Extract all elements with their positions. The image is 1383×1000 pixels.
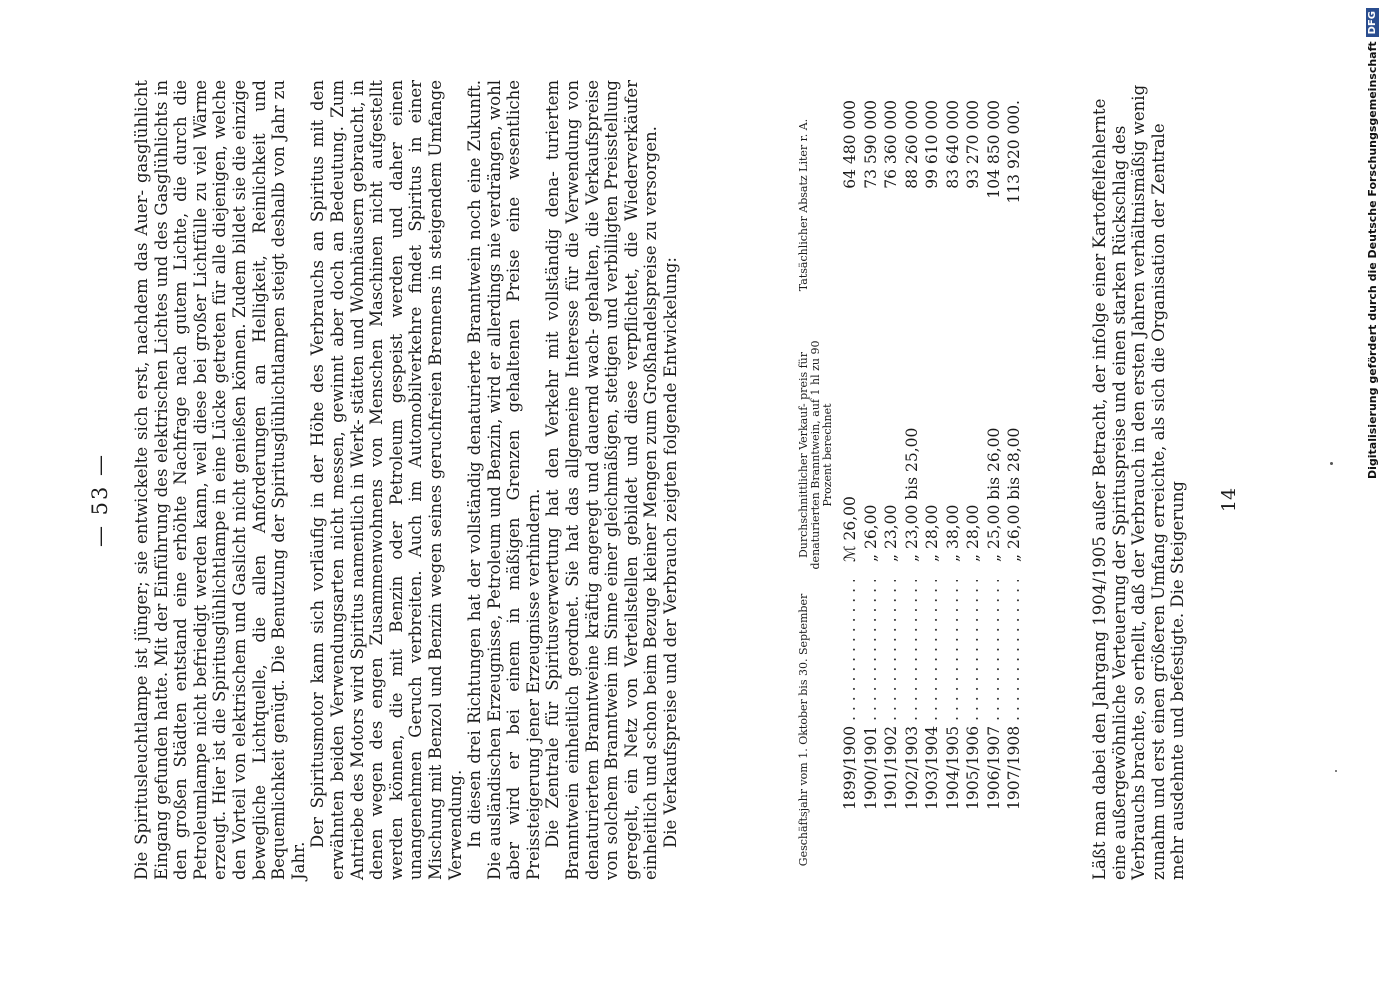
cell-sales: 93 270 000: [964, 100, 982, 189]
cell-year: 1901/1902 . . .: [881, 580, 902, 880]
table-body: [840, 80, 1025, 880]
cell-sales: 99 610 000: [923, 100, 941, 189]
cell-price: „ 26,00 bis 28,00: [1005, 427, 1023, 562]
table-row: [861, 80, 882, 880]
paragraph-3: In diesen drei Richtungen hat der vollständig denaturierte Branntwein noch eine Zukunft. Die ausländischen Erzeugnisse, Petroleum und Benzin, wird er allerdings nie verdrängen, wohl aber wird er bei einem in mäßigen Grenzen gehaltenen Preise eine wesentliche Preissteigerung jener Erzeugnisse verhindern.: [465, 80, 543, 880]
table-row: [943, 80, 964, 880]
dfg-logo: DFG: [1366, 8, 1379, 37]
cell-year: 1905/1906 . . .: [963, 580, 984, 880]
dfg-sidebar: [1362, 8, 1382, 998]
header-year: Geschäftsjahr vom 1. Oktober bis 30. September: [797, 593, 810, 867]
running-head: — 53 —: [88, 452, 112, 548]
cell-price: ℳ 26,00: [841, 496, 859, 562]
cell-year: 1899/1900 . . .: [840, 580, 861, 880]
table-row: [902, 80, 923, 880]
sales-table: [798, 80, 1025, 880]
cell-year: 1900/1901 . . .: [861, 580, 882, 880]
dfg-credit: [1362, 8, 1382, 998]
scan-speck: [1335, 770, 1337, 772]
paragraph-1: Die Spiritusleuchtlampe ist jünger; sie entwickelte sich erst, nachdem das Auer- gasglühlicht Eingang gefunden hatte. Mit der Einführung des elektrischen Lichtes und des Gasglühlichts in den großen Städten entstand eine erhöhte Nachfrage nach gutem Lichte, die durch die Petroleumlampe nicht befriedigt werden kann, weil diese bei großer Lichtfülle zu viel Wärme erzeugt. Hier ist die Spiritusglühlichtlampe in eine Lücke getreten für alle diejenigen, welche den Vorteil von elektrischem und Gaslicht nicht genießen können. Zudem bildet sie die einzige bewegliche Lichtquelle, die allen Anforderungen an Helligkeit, Reinlichkeit und Bequemlichkeit genügt. Die Benutzung der Spiritusglühlichtlampen steigt deshalb von Jahr zu Jahr.: [132, 80, 308, 880]
cell-year: 1903/1904 . . .: [922, 580, 943, 880]
table-row: [984, 80, 1005, 880]
body-text: [132, 80, 681, 880]
cell-price: „ 23,00: [882, 504, 900, 562]
cell-sales: 113 920 000.: [1005, 100, 1023, 204]
paragraph-4: Die Zentrale für Spiritusverwertung hat den Verkehr mit vollständig dena- turiertem Branntwein einheitlich geordnet. Sie hat das allgemeine Interesse für die Verwendung von denaturiertem Branntweine kräftig angeregt und dauernd wach- gehalten, die Verkaufspreise von solchem Branntwein im Sinne einer gleichmäßigen, stetigen und verbilligten Preisstellung geregelt, ein Netz von Verteilstellen gebildet und diese verpflichtet, die Wiederverkäufer einheitlich und schon beim Bezuge kleiner Mengen zum Großhandelspreise zu versorgen.: [543, 80, 661, 880]
paragraph-5: Die Verkaufspreise und der Verbrauch zeigten folgende Entwickelung:: [661, 257, 681, 848]
cell-price: „ 26,00: [861, 504, 880, 562]
cell-year: 1906/1907 . . .: [984, 580, 1005, 880]
header-sales: Tatsächlicher Absatz Liter r. A.: [797, 118, 810, 292]
dfg-note: Digitalisierung gefördert durch die Deutsche Forschungsgemeinschaft: [1365, 41, 1379, 480]
cell-sales: 64 480 000: [841, 100, 859, 189]
cell-sales: 104 850 000: [984, 100, 1003, 199]
table-row: [963, 80, 984, 880]
table-row: [1004, 80, 1025, 880]
cell-sales: 73 590 000: [861, 100, 880, 189]
cell-price: „ 28,00: [964, 504, 982, 562]
table-row: [881, 80, 902, 880]
after-table-paragraph: Läßt man dabei den Jahrgang 1904/1905 außer Betracht, der infolge einer Kartoffelfehlernte eine außergewöhnliche Verteuerung der Spirituspreise und einen starken Rückschlag des Verbrauchs brachte, so erhellt, daß der Verbrauch in den ersten Jahren verhältnismäßig wenig zunahm und erst einen größeren Umfang erreichte, als sich die Organisation der Zentrale mehr ausdehnte und befestigte. Die Steigerung: [1090, 84, 1188, 880]
cell-price: „ 28,00: [923, 504, 941, 562]
table-header: [798, 80, 834, 880]
cell-sales: 88 260 000: [902, 100, 921, 189]
cell-year: 1904/1905 . . .: [943, 580, 964, 880]
page-number: 14: [1218, 487, 1240, 513]
cell-year: 1907/1908 . . .: [1004, 580, 1025, 880]
table-row: [922, 80, 943, 880]
cell-price: „ 23,00 bis 25,00: [902, 427, 921, 562]
paragraph-2: Der Spiritusmotor kann sich vorläufig in der Höhe des Verbrauchs an Spiritus mit den erwähnten beiden Verwendungsarten nicht messen, gewinnt aber doch an Bedeutung. Zum Antriebe des Motors wird Spiritus namentlich in Werk- stätten und Wohnhäusern gebraucht, in denen wegen des engen Zusammenwohnens von Menschen Maschinen nicht aufgestellt werden können, die mit Benzin oder Petroleum gespeist werden und daher einen unangenehmen Geruch verbreiten. Auch im Automobilverkehre findet Spiritus in einer Mischung mit Benzol und Benzin wegen seines geruchfreien Brennens in steigendem Umfange Verwendung.: [308, 80, 465, 880]
table-row: [840, 80, 861, 880]
cell-year: 1902/1903 . . .: [902, 580, 923, 880]
cell-sales: 83 640 000: [943, 100, 962, 189]
header-price: Durchschnittlicher Verkauf- preis für denaturierten Branntwein, auf 1 hl zu 90 Prozent berechnet: [797, 340, 834, 570]
cell-price: „ 25,00 bis 26,00: [984, 427, 1003, 562]
cell-sales: 76 360 000: [882, 100, 900, 189]
cell-price: „ 38,00: [943, 504, 962, 562]
scan-speck: [1330, 462, 1333, 465]
